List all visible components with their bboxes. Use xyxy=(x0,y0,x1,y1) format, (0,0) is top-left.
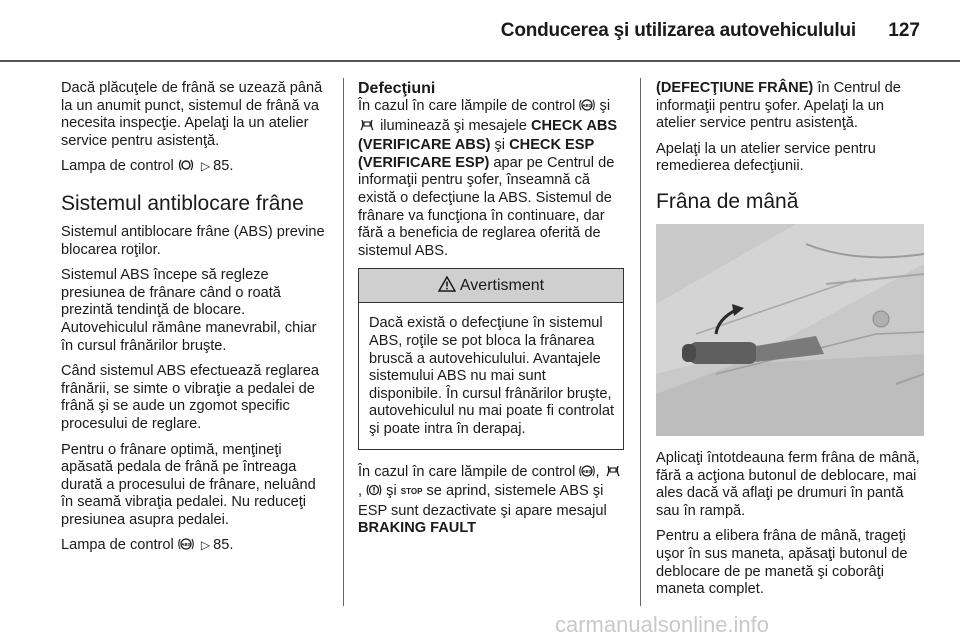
section-heading: Sistemul antiblocare frâne xyxy=(61,191,304,215)
page-ref-arrow-icon: ▷ xyxy=(200,538,211,553)
svg-text:ABS: ABS xyxy=(181,542,191,548)
paragraph: În cazul în care lămpile de control ABS , , şi STOP se aprind, sistemele ABS şi ESP sunt dezactivate şi apare mesajul BRAKING FAULT xyxy=(358,464,624,538)
brake-wear-icon xyxy=(178,158,194,178)
bold-message: CHECK ESP (VERIFICARE ESP) xyxy=(358,137,594,171)
section-heading: Frâna de mână xyxy=(656,189,799,213)
warning-title: Avertisment xyxy=(459,277,545,295)
section-heading: Defecţiuni xyxy=(358,80,436,97)
brake-system-icon xyxy=(366,483,382,503)
warning-box xyxy=(358,268,624,449)
bold-message: BRAKING FAULT xyxy=(358,520,477,537)
control-lamp-reference xyxy=(61,158,328,178)
bold-message: (DEFECŢIUNE FRÂNE) xyxy=(656,80,814,96)
abs-icon xyxy=(579,464,595,484)
paragraph: Pentru o frânare optimă, menţineţi apăsată pedala de frână pe întreaga durată a procesului de frânare, neluând în seamă vibraţia pedalei. Nu reduceţi presiunea asupra pedalei. xyxy=(61,441,316,528)
text: În cazul în care lămpile de control xyxy=(358,98,576,114)
column-divider xyxy=(343,78,344,606)
page-number: 127 xyxy=(888,20,920,41)
paragraph xyxy=(656,80,924,133)
warning-header xyxy=(359,269,623,303)
warning-text: Dacă există o defecţiune în sistemul ABS, roţile se pot bloca la frânarea bruscă a autovehiculului. Avantajele sistemului ABS nu mai sunt disponibile. În cursul frânărilor bruşte, autovehiculul nu mai poate fi controlat şi poate intra în derapaj. xyxy=(369,315,615,437)
text: apar pe Centrul de informaţii pentru şofer, înseamnă că există o defecţiune la ABS. Sistemul de frânare va funcţiona în continuare, dar fără a beneficia de reglarea oferită de sistemul ABS. xyxy=(358,154,615,259)
page-reference[interactable]: 85. xyxy=(213,537,234,554)
stop-icon: STOP xyxy=(400,487,423,497)
paragraph: Sistemul ABS începe să regleze presiunea de frânare când o roată prezintă tendinţă de blocare. Autovehiculul rămâne manevrabil, chiar în cursul frânărilor bruşte. xyxy=(61,267,317,354)
page-ref-arrow-icon: ▷ xyxy=(200,159,211,174)
text: şi xyxy=(494,137,506,154)
handbrake-illustration xyxy=(656,224,924,436)
column-3 xyxy=(656,80,924,607)
paragraph: Apelaţi la un atelier service pentru remedierea defecţiunii. xyxy=(656,140,876,175)
text: iluminează şi mesajele xyxy=(380,117,527,134)
svg-text:ABS: ABS xyxy=(582,468,593,474)
paragraph xyxy=(358,98,624,260)
text: În cazul în care lămpile de control xyxy=(358,463,576,480)
text: se aprind, sistemele ABS şi ESP sunt dezactivate şi apare mesajul xyxy=(358,483,607,519)
esp-icon xyxy=(604,464,622,484)
svg-text:ABS: ABS xyxy=(582,103,593,108)
paragraph: Dacă plăcuţele de frână se uzează până la un anumit punct, sistemul de frână va necesita inspecţie. Apelaţi la un atelier service pentru asistenţă. xyxy=(61,80,323,149)
abs-icon xyxy=(178,537,194,557)
column-1 xyxy=(61,80,328,565)
watermark: carmanualsonline.info xyxy=(555,612,770,637)
page-reference[interactable]: 85. xyxy=(213,158,234,175)
text: în Centrul de informaţii pentru şofer. Apelaţi la un atelier service pentru asistenţă. xyxy=(656,80,901,132)
paragraph: Aplicaţi întotdeauna ferm frâna de mână, fără a acţiona butonul de deblocare, mai ales dacă vă aflaţi pe drumuri în pantă sau în rampă. xyxy=(656,449,920,519)
header-divider xyxy=(0,60,960,62)
abs-icon xyxy=(579,98,595,118)
column-2 xyxy=(358,80,624,546)
esp-icon xyxy=(358,118,376,138)
paragraph: Pentru a elibera frâna de mână, trageţi uşor în sus maneta, apăsaţi butonul de deblocare de pe manetă şi coborâţi maneta complet. xyxy=(656,528,908,598)
page-header-title: Conducerea şi utilizarea autovehiculului xyxy=(500,20,856,41)
text: şi xyxy=(599,98,611,114)
paragraph: Când sistemul ABS efectuează reglarea frânării, se simte o vibraţie a pedalei de frână şi se aude un zgomot specific procesului de reglare. xyxy=(61,363,319,432)
bold-message: CHECK ABS (VERIFICARE ABS) xyxy=(358,117,618,154)
text: şi xyxy=(386,483,397,500)
column-divider xyxy=(640,78,641,606)
warning-triangle-icon xyxy=(438,276,456,297)
text: Lampa de control xyxy=(61,158,174,175)
paragraph: Sistemul antiblocare frâne (ABS) previne blocarea roţilor. xyxy=(61,223,325,258)
text: Lampa de control xyxy=(61,537,174,554)
page-header xyxy=(0,0,960,60)
control-lamp-reference xyxy=(61,537,328,557)
